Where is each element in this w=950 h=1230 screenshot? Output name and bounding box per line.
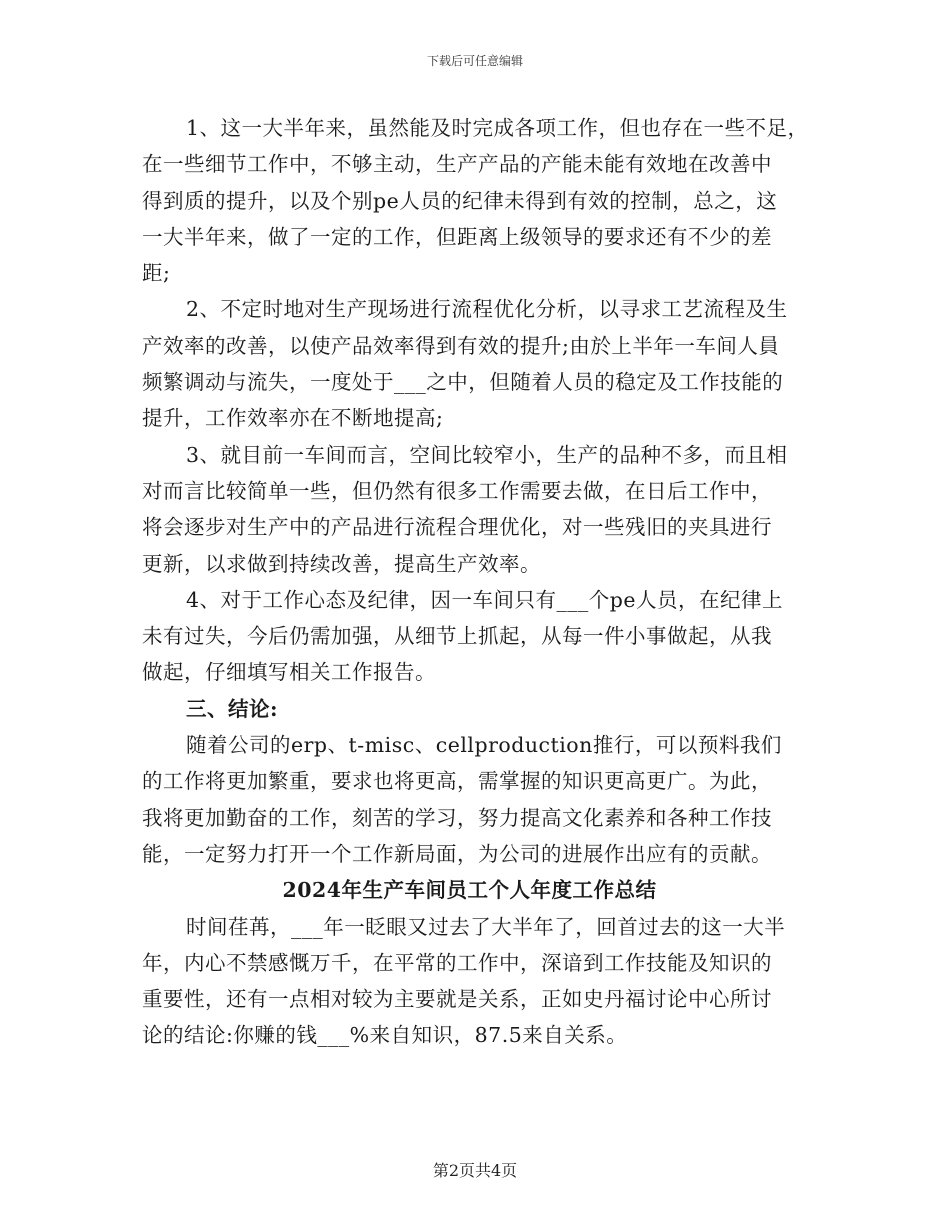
document-body bbox=[142, 110, 807, 1054]
paragraph-line: 更新，以求做到持续改善，提高生产效率。 bbox=[142, 551, 541, 576]
paragraph-line: 的工作将更加繁重，要求也将更高，需掌握的知识更高更广。为此， bbox=[142, 769, 772, 794]
paragraph-line: 对而言比较简单一些，但仍然有很多工作需要去做，在日后工作中， bbox=[142, 478, 772, 503]
paragraph-line: 提升，工作效率亦在不断地提高; bbox=[142, 406, 444, 431]
paragraph-line: 重要性，还有一点相对较为主要就是关系，正如史丹福讨论中心所讨 bbox=[142, 987, 772, 1012]
paragraph-line: 得到质的提升，以及个别pe人员的纪律未得到有效的控制，总之，这 bbox=[142, 188, 778, 213]
page-number: 第2页共4页 bbox=[432, 1161, 518, 1180]
paragraph-line: 产效率的改善，以使产品效率得到有效的提升;由於上半年一车间人員 bbox=[142, 333, 780, 358]
paragraph-line: 4、对于工作心态及纪律，因一车间只有___个pe人员，在纪律上 bbox=[186, 587, 784, 612]
paragraph-line: 将会逐步对生产中的产品进行流程合理优化，对一些残旧的夹具进行 bbox=[142, 515, 772, 540]
section-heading: 三、结论: bbox=[186, 696, 279, 721]
paragraph-line: 论的结论:你赚的钱___%来自知识，87.5来自关系。 bbox=[142, 1023, 628, 1048]
paragraph-line: 距; bbox=[142, 261, 171, 286]
paragraph-line: 2、不定时地对生产现场进行流程优化分析，以寻求工艺流程及生 bbox=[186, 297, 788, 322]
paragraph-line: 能，一定努力打开一个工作新局面，为公司的进展作出应有的贡献。 bbox=[142, 841, 772, 866]
paragraph-line: 在一些细节工作中，不够主动，生产产品的产能未能有效地在改善中 bbox=[142, 152, 772, 177]
paragraph-line: 一大半年来，做了一定的工作，但距离上级领导的要求还有不少的差 bbox=[142, 224, 772, 249]
paragraph-line: 随着公司的erp、t-misc、cellproduction推行，可以预料我们 bbox=[186, 733, 782, 758]
paragraph-line: 年，内心不禁感慨万千，在平常的工作中，深谙到工作技能及知识的 bbox=[142, 950, 772, 975]
paragraph-line: 我将更加勤奋的工作，刻苦的学习，努力提高文化素养和各种工作技 bbox=[142, 805, 772, 830]
header-note: 下载后可任意编辑 bbox=[426, 54, 523, 68]
paragraph-line: 做起，仔细填写相关工作报告。 bbox=[142, 660, 436, 685]
paragraph-line: 1、这一大半年来，虽然能及时完成各项工作，但也存在一些不足， bbox=[186, 116, 809, 140]
paragraph-line: 未有过失，今后仍需加强，从细节上抓起，从每一件小事做起，从我 bbox=[142, 624, 772, 649]
paragraph-line: 时间荏苒，___年一眨眼又过去了大半年了，回首过去的这一大半 bbox=[186, 914, 786, 939]
document-title: 2024年生产车间员工个人年度工作总结 bbox=[282, 878, 657, 903]
paragraph-line: 频繁调动与流失，一度处于___之中，但随着人员的稳定及工作技能的 bbox=[142, 370, 784, 395]
paragraph-line: 3、就目前一车间而言，空间比较窄小，生产的品种不多，而且相 bbox=[186, 442, 788, 467]
